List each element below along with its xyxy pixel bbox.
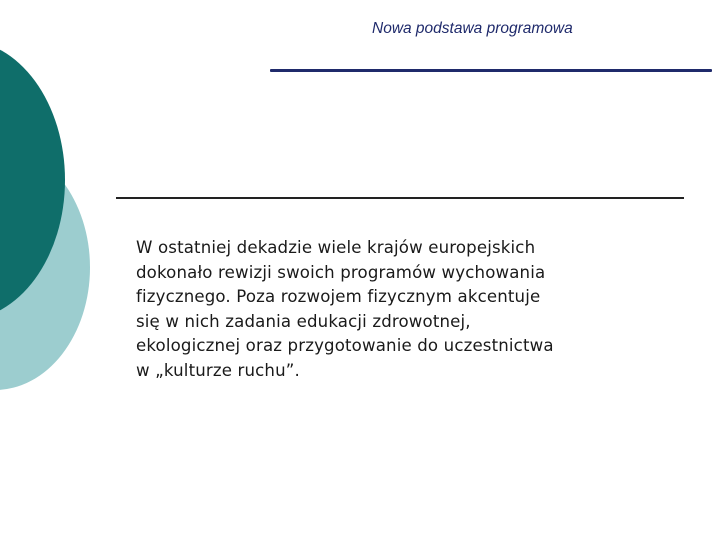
slide-header-title: Nowa podstawa programowa xyxy=(372,20,573,37)
body-line: W ostatniej dekadzie wiele krajów europejskich xyxy=(136,238,536,257)
body-line: się w nich zadania edukacji zdrowotnej, xyxy=(136,311,471,331)
body-line: fizycznego. Poza rozwojem fizycznym akcentuje xyxy=(136,287,541,306)
body-line: w „kulturze ruchu”. xyxy=(136,360,300,380)
body-line: ekologicznej oraz przygotowanie do uczestnictwa xyxy=(136,336,554,355)
title-divider xyxy=(116,197,684,199)
header-divider xyxy=(270,69,712,72)
body-paragraph xyxy=(136,236,641,383)
body-line: dokonało rewizji swoich programów wychowania xyxy=(136,262,546,282)
